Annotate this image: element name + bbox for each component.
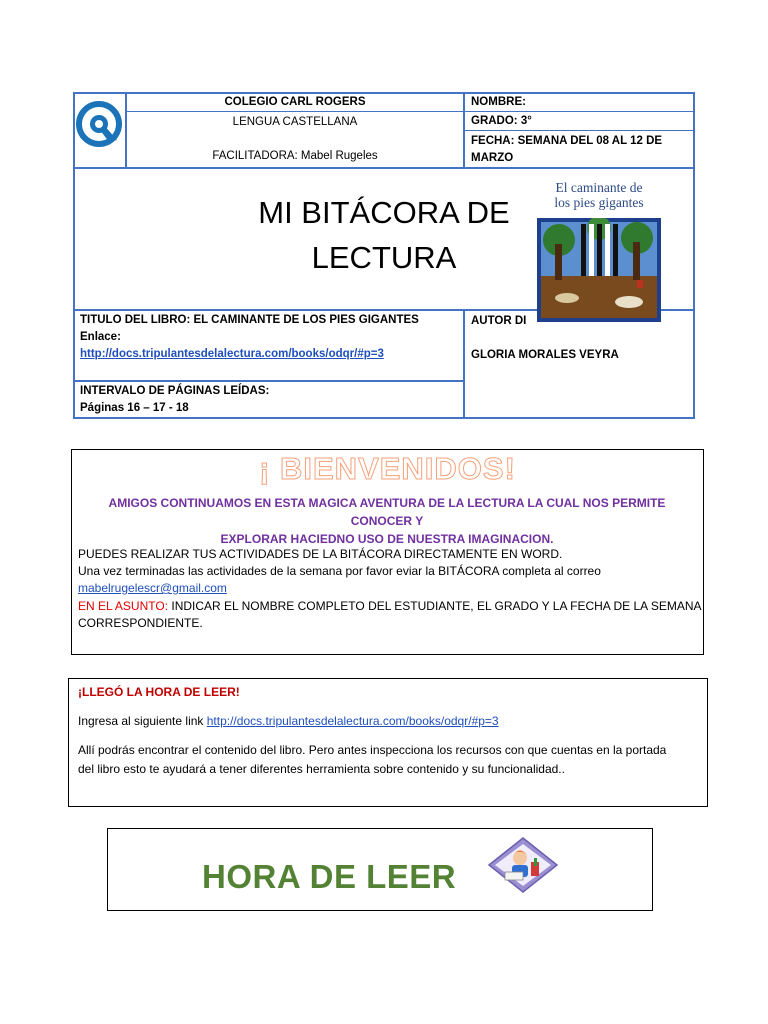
date-field-line2: MARZO xyxy=(471,152,514,164)
welcome-intro-line2: EXPLORAR HACIEDNO USO DE NUESTRA IMAGINACION. xyxy=(220,532,554,546)
subject-label: EN EL ASUNTO: xyxy=(78,599,169,613)
book-cover-illustration xyxy=(537,218,661,322)
date-field-line1: FECHA: SEMANA DEL 08 AL 12 DE xyxy=(471,135,663,147)
table-divider xyxy=(660,309,695,311)
welcome-heading: ¡ BIENVENIDOS! xyxy=(259,451,516,486)
book-cover-title-line1: El caminante de xyxy=(555,180,643,195)
email-container xyxy=(78,580,227,598)
welcome-intro xyxy=(78,494,696,548)
book-cover-title xyxy=(537,180,661,210)
pages-label: INTERVALO DE PÁGINAS LEÍDAS: xyxy=(80,385,270,397)
table-divider xyxy=(73,380,465,382)
table-divider xyxy=(127,111,695,112)
table-divider xyxy=(73,167,695,169)
page-title-line2: LECTURA xyxy=(311,240,457,275)
book-cover-title-line2: los pies gigantes xyxy=(554,195,644,210)
book-link[interactable]: http://docs.tripulantesdelalectura.com/books/odqr/#p=3 xyxy=(80,348,384,360)
book-title-field: TITULO DEL LIBRO: EL CAMINANTE DE LOS PIES GIGANTES xyxy=(80,314,419,326)
name-field-label: NOMBRE: xyxy=(471,96,526,108)
word-instruction: PUEDES REALIZAR TUS ACTIVIDADES DE LA BITÁCORA DIRECTAMENTE EN WORD. xyxy=(78,547,563,561)
banner-label: HORA DE LEER xyxy=(202,858,457,895)
reading-heading: ¡LLEGÓ LA HORA DE LEER! xyxy=(78,685,240,699)
subject-name: LENGUA CASTELLANA xyxy=(232,116,358,128)
subject-instruction xyxy=(78,598,702,616)
child-reading-icon xyxy=(487,836,559,894)
table-divider xyxy=(463,130,695,131)
table-divider xyxy=(73,309,538,311)
page-title xyxy=(226,190,542,280)
reading-body xyxy=(78,741,666,779)
grade-field: GRADO: 3° xyxy=(471,115,532,127)
school-name: COLEGIO CARL ROGERS xyxy=(224,96,366,108)
subject-text: INDICAR EL NOMBRE COMPLETO DEL ESTUDIANTE, EL GRADO Y LA FECHA DE LA SEMANA xyxy=(168,599,702,613)
table-divider xyxy=(463,309,465,419)
facilitator-name: FACILITADORA: Mabel Rugeles xyxy=(212,150,378,162)
book-link-container xyxy=(80,346,384,363)
pages-value: Páginas 16 – 17 - 18 xyxy=(80,402,189,414)
author-name: GLORIA MORALES VEYRA xyxy=(471,349,619,361)
author-label: AUTOR DI xyxy=(471,315,527,327)
subject-instruction-line2: CORRESPONDIENTE. xyxy=(78,616,203,630)
reading-body-line2: del libro esto te ayudará a tener diferentes herramienta sobre contenido y su funcionalidad.. xyxy=(78,762,565,776)
welcome-intro-line1: AMIGOS CONTINUAMOS EN ESTA MAGICA AVENTURA DE LA LECTURA LA CUAL NOS PERMITE CONOCER Y xyxy=(108,496,666,528)
link-label: Enlace: xyxy=(80,331,121,343)
email-link[interactable]: mabelrugelescr@gmail.com xyxy=(78,581,227,595)
reading-body-line1: Allí podrás encontrar el contenido del libro. Pero antes inspecciona los recursos con que cuentas en la portada xyxy=(78,743,667,757)
page-title-line1: MI BITÁCORA DE xyxy=(258,195,510,230)
book-cover xyxy=(537,180,661,322)
reading-link-intro: Ingresa al siguiente link xyxy=(78,714,207,728)
reading-link-line xyxy=(78,713,499,731)
school-logo-icon xyxy=(76,100,122,148)
reading-link[interactable]: http://docs.tripulantesdelalectura.com/books/odqr/#p=3 xyxy=(206,714,499,728)
send-instruction: Una vez terminadas las actividades de la semana por favor eviar la BITÁCORA completa al correo xyxy=(78,564,601,578)
